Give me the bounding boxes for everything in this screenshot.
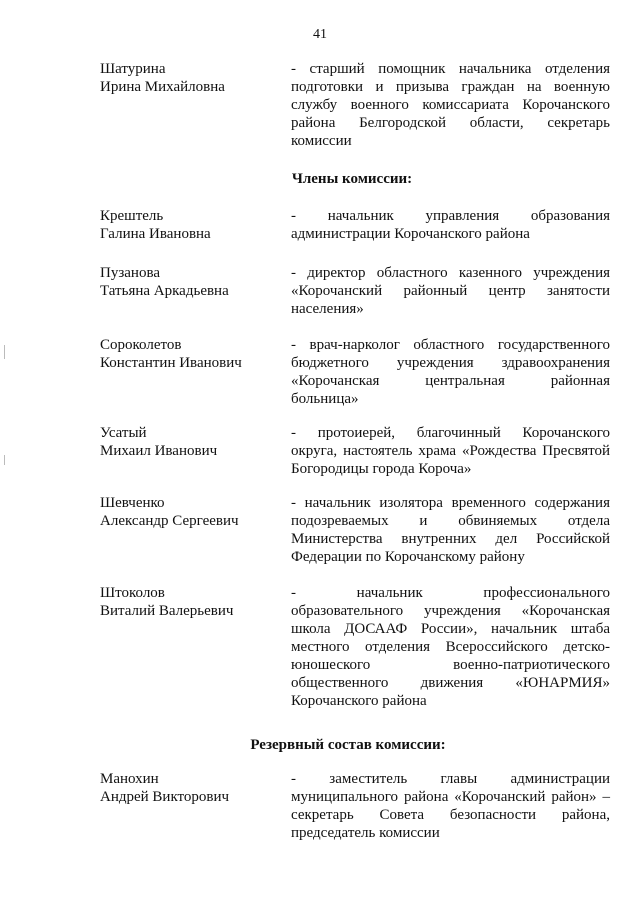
- role-line: муниципального района «Корочанский район» –: [291, 789, 610, 805]
- role-line: образовательного учреждения «Корочанская: [291, 603, 610, 619]
- member-surname: Крештель: [100, 208, 164, 224]
- member-given-names: Татьяна Аркадьевна: [100, 283, 229, 299]
- member-given-names: Галина Ивановна: [100, 226, 211, 242]
- member-role: [291, 207, 610, 243]
- role-line: - врач-нарколог областного государственного: [291, 337, 610, 353]
- member-surname: Усатый: [100, 425, 147, 441]
- role-line: - начальник профессионального: [291, 585, 610, 601]
- role-line: - начальник изолятора временного содержания: [291, 495, 610, 511]
- member-name: [100, 207, 280, 243]
- member-name: [100, 770, 280, 806]
- role-line: Богородицы города Короча»: [291, 461, 472, 477]
- member-role: [291, 264, 610, 318]
- member-surname: Сороколетов: [100, 337, 182, 353]
- member-role: [291, 770, 610, 842]
- role-line: службу военного комиссариата Корочанского: [291, 97, 610, 113]
- role-line: подготовки и призыва граждан на военную: [291, 79, 610, 95]
- role-line: бюджетного учреждения здравоохранения: [291, 355, 610, 371]
- scan-margin-mark: [4, 345, 5, 359]
- member-role: [291, 424, 610, 478]
- member-surname: Пузанова: [100, 265, 160, 281]
- member-role: [291, 60, 610, 150]
- role-line: «Корочанский районный центр занятости: [291, 283, 610, 299]
- role-line: больница»: [291, 391, 359, 407]
- role-line: «Корочанская центральная районная: [291, 373, 610, 389]
- role-line: местного отделения Всероссийского детско-: [291, 639, 610, 655]
- role-line: секретарь Совета безопасности района,: [291, 807, 610, 823]
- role-line: Федерации по Корочанскому району: [291, 549, 525, 565]
- role-line: администрации Корочанского района: [291, 226, 530, 242]
- section-heading-members: Члены комиссии:: [291, 171, 413, 187]
- page-number: 41: [313, 27, 327, 42]
- role-line: комиссии: [291, 133, 352, 149]
- role-line: - протоиерей, благочинный Корочанского: [291, 425, 610, 441]
- member-name: [100, 584, 280, 620]
- member-role: [291, 494, 610, 566]
- member-name: [100, 336, 280, 372]
- role-line: - заместитель главы администрации: [291, 771, 610, 787]
- role-line: района Белгородской области, секретарь: [291, 115, 610, 131]
- member-role: [291, 584, 610, 710]
- member-role: [291, 336, 610, 408]
- role-line: округа, настоятель храма «Рождества Пресвятой: [291, 443, 610, 459]
- role-line: - директор областного казенного учреждения: [291, 265, 610, 281]
- member-name: [100, 424, 280, 460]
- role-line: - начальник управления образования: [291, 208, 610, 224]
- scan-margin-mark: [4, 455, 5, 465]
- section-heading-reserve: Резервный состав комиссии:: [250, 737, 446, 753]
- member-name: [100, 264, 280, 300]
- role-line: населения»: [291, 301, 364, 317]
- role-line: юношеского военно-патриотического: [291, 657, 610, 673]
- role-line: подозреваемых и обвиняемых отдела: [291, 513, 610, 529]
- member-given-names: Виталий Валерьевич: [100, 603, 234, 619]
- member-surname: Шевченко: [100, 495, 165, 511]
- role-line: председатель комиссии: [291, 825, 440, 841]
- role-line: общественного движения «ЮНАРМИЯ»: [291, 675, 610, 691]
- member-given-names: Михаил Иванович: [100, 443, 218, 459]
- member-surname: Манохин: [100, 771, 159, 787]
- member-given-names: Ирина Михайловна: [100, 79, 225, 95]
- member-name: [100, 494, 280, 530]
- member-surname: Штоколов: [100, 585, 165, 601]
- role-line: - старший помощник начальника отделения: [291, 61, 610, 77]
- member-name: [100, 60, 280, 96]
- member-given-names: Андрей Викторович: [100, 789, 230, 805]
- role-line: школа ДОСААФ России», начальник штаба: [291, 621, 610, 637]
- member-surname: Шатурина: [100, 61, 166, 77]
- role-line: Корочанского района: [291, 693, 427, 709]
- member-given-names: Александр Сергеевич: [100, 513, 239, 529]
- role-line: Министерства внутренних дел Российской: [291, 531, 610, 547]
- member-given-names: Константин Иванович: [100, 355, 242, 371]
